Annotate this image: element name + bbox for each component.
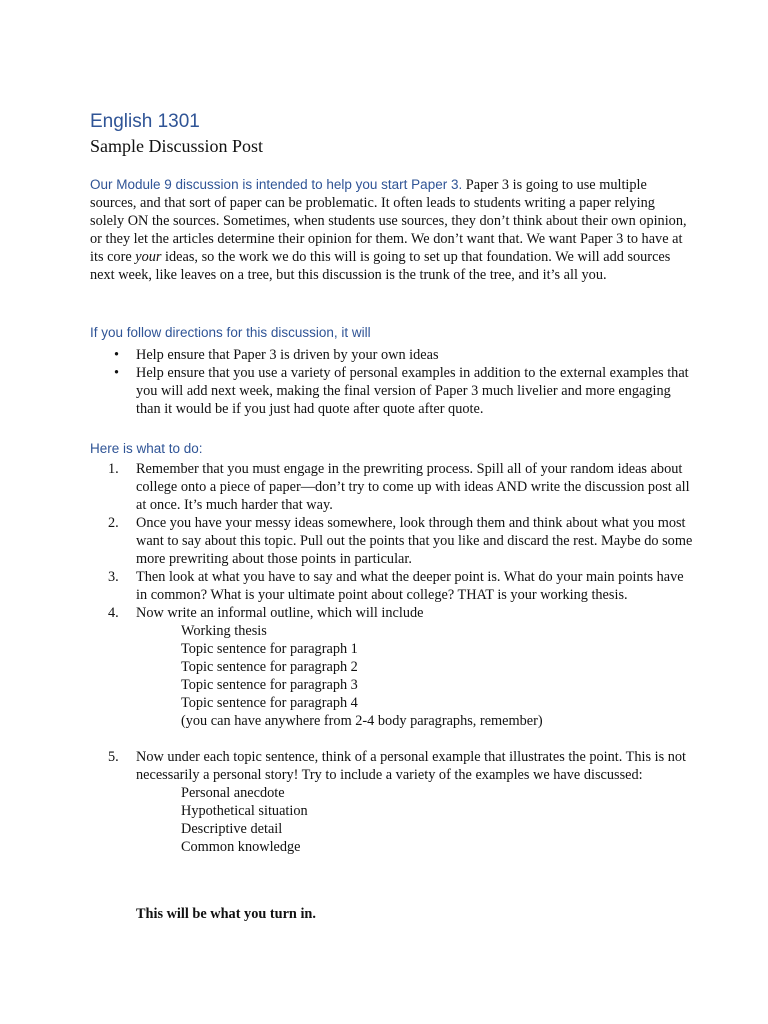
closing-note: This will be what you turn in. <box>136 906 316 922</box>
step-number: 2. <box>108 515 119 531</box>
step-text: Once you have your messy ideas somewhere, look through them and think about what you most want to say about this topic. Pull out the points that you like and discard the rest. Maybe do some more prewriting about those points in particular. <box>136 515 693 567</box>
example-types-list <box>136 784 693 856</box>
outline-item: Topic sentence for paragraph 1 <box>181 641 358 657</box>
step-number: 4. <box>108 605 119 621</box>
list-item <box>112 364 692 418</box>
step-text: Now under each topic sentence, think of a personal example that illustrates the point. This is not necessarily a personal story! Try to include a variety of the examples we have discussed: <box>136 749 687 783</box>
step-item <box>108 514 693 568</box>
bullet-icon: • <box>114 347 120 363</box>
example-type-item: Descriptive detail <box>181 821 283 837</box>
todo-heading: Here is what to do: <box>90 441 203 456</box>
outline-list <box>136 622 693 730</box>
directions-list <box>112 346 692 418</box>
outline-item: Topic sentence for paragraph 2 <box>181 659 358 675</box>
course-title: English 1301 <box>90 111 200 132</box>
step-item <box>108 460 693 514</box>
step-text: Now write an informal outline, which will include <box>136 605 424 621</box>
intro-emphasis: your <box>135 249 162 265</box>
step-number: 5. <box>108 749 119 765</box>
intro-body-before: Paper 3 is going to use multiple sources, and that sort of paper can be problematic. It often leads to students writing a paper relying solely ON the sources. Sometimes, when students use sources, they don’t think about their own opinion, or they let the articles determine their opinion for them. We don’t want that. We want Paper 3 to have at its core <box>90 177 687 265</box>
step-text: Then look at what you have to say and what the deeper point is. What do your main points have in common? What is your ultimate point about college? THAT is your working thesis. <box>136 569 684 603</box>
step-item <box>108 748 693 856</box>
outline-item: Topic sentence for paragraph 3 <box>181 677 358 693</box>
bullet-text: Help ensure that you use a variety of personal examples in addition to the external examples that you will add next week, making the final version of Paper 3 much livelier and more engaging than it would be if you just had quote after quote after quote. <box>136 365 689 417</box>
spacer <box>136 730 693 748</box>
step-number: 3. <box>108 569 119 585</box>
step-text: Remember that you must engage in the prewriting process. Spill all of your random ideas about college onto a piece of paper—don’t try to come up with ideas AND write the discussion post all at once. It’s much harder that way. <box>136 461 690 513</box>
todo-steps <box>108 460 693 856</box>
intro-lead: Our Module 9 discussion is intended to help you start Paper 3. <box>90 177 463 192</box>
step-item <box>108 604 693 748</box>
bullet-icon: • <box>114 365 120 381</box>
intro-body-after: ideas, so the work we do this will is going to set up that foundation. We will add sources next week, like leaves on a tree, but this discussion is the trunk of the tree, and it’s all you. <box>90 249 671 283</box>
list-item <box>112 346 692 364</box>
example-type-item: Personal anecdote <box>181 785 285 801</box>
bullet-text: Help ensure that Paper 3 is driven by your own ideas <box>136 347 439 363</box>
example-type-item: Hypothetical situation <box>181 803 308 819</box>
directions-heading: If you follow directions for this discussion, it will <box>90 325 371 340</box>
outline-item: Topic sentence for paragraph 4 <box>181 695 358 711</box>
outline-item: (you can have anywhere from 2-4 body paragraphs, remember) <box>181 713 543 729</box>
intro-paragraph <box>90 176 690 284</box>
outline-item: Working thesis <box>181 623 267 639</box>
step-item <box>108 568 693 604</box>
example-type-item: Common knowledge <box>181 839 301 855</box>
page-title: Sample Discussion Post <box>90 136 264 156</box>
step-number: 1. <box>108 461 119 477</box>
